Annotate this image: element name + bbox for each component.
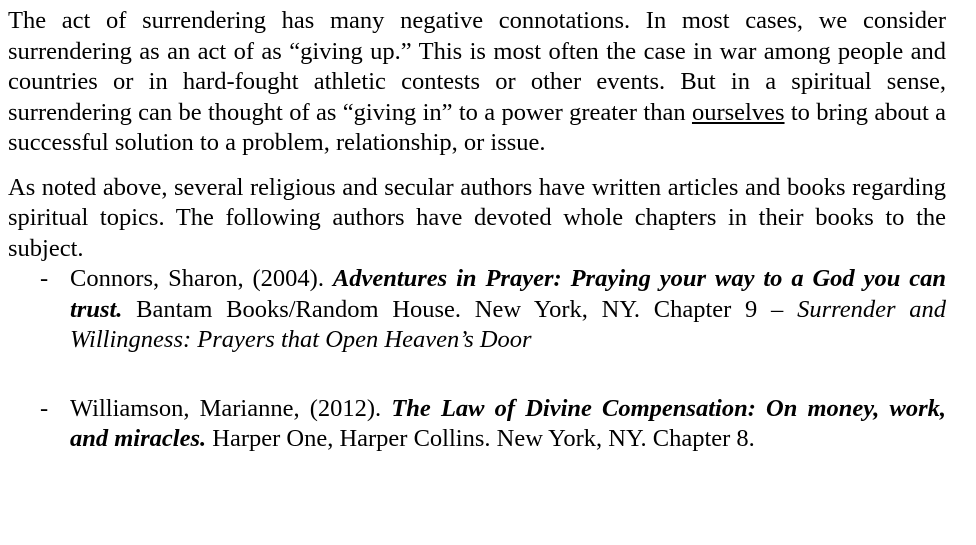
paragraph-surrender-emphasis-ourselves: ourselves	[691, 98, 785, 126]
reference-list	[8, 264, 946, 455]
list-item	[8, 394, 946, 455]
reference-connors	[70, 264, 946, 356]
paragraph-authors	[8, 173, 946, 265]
reference-connors-publisher: Bantam Books/Random House. New York, NY. Chapter 9 –	[122, 295, 798, 323]
bullet-dash-icon: -	[40, 265, 49, 292]
reference-williamson-publisher: Harper One, Harper Collins. New York, NY. Chapter 8.	[206, 425, 755, 452]
reference-connors-author: Connors, Sharon, (2004).	[70, 265, 333, 292]
bullet-dash-icon: -	[40, 394, 49, 422]
paragraph-surrender	[8, 6, 946, 159]
paragraph-authors-segment-1: As noted above, several religious and secular authors have written articles and books regarding spiritual topics. The following authors have devoted whole chapters in their books to the subject.	[8, 173, 946, 262]
reference-williamson	[70, 394, 946, 455]
reference-williamson-title: The Law of Divine Compensation: On money, work, and miracles.	[70, 394, 946, 452]
reference-connors-chapter-title: Surrender and Willingness: Prayers that Open Heaven’s Door	[70, 295, 946, 353]
paragraph-surrender-segment-1: The act of surrendering has many negative connotations. In most cases, we consider surrendering as an act of as “giving up.” This is most often the case in war among people and countries or in hard-fought athletic contests or other events. But in a spiritual sense, surrendering can be thought of as “giving in” to a power greater than	[8, 7, 946, 126]
reference-connors-title: Adventures in Prayer: Praying your way to a God you can trust.	[70, 265, 946, 323]
list-item	[8, 264, 946, 356]
paragraph-surrender-segment-3: to bring about a successful solution to a problem, relationship, or issue.	[8, 98, 947, 156]
reference-williamson-author: Williamson, Marianne, (2012).	[70, 394, 392, 422]
